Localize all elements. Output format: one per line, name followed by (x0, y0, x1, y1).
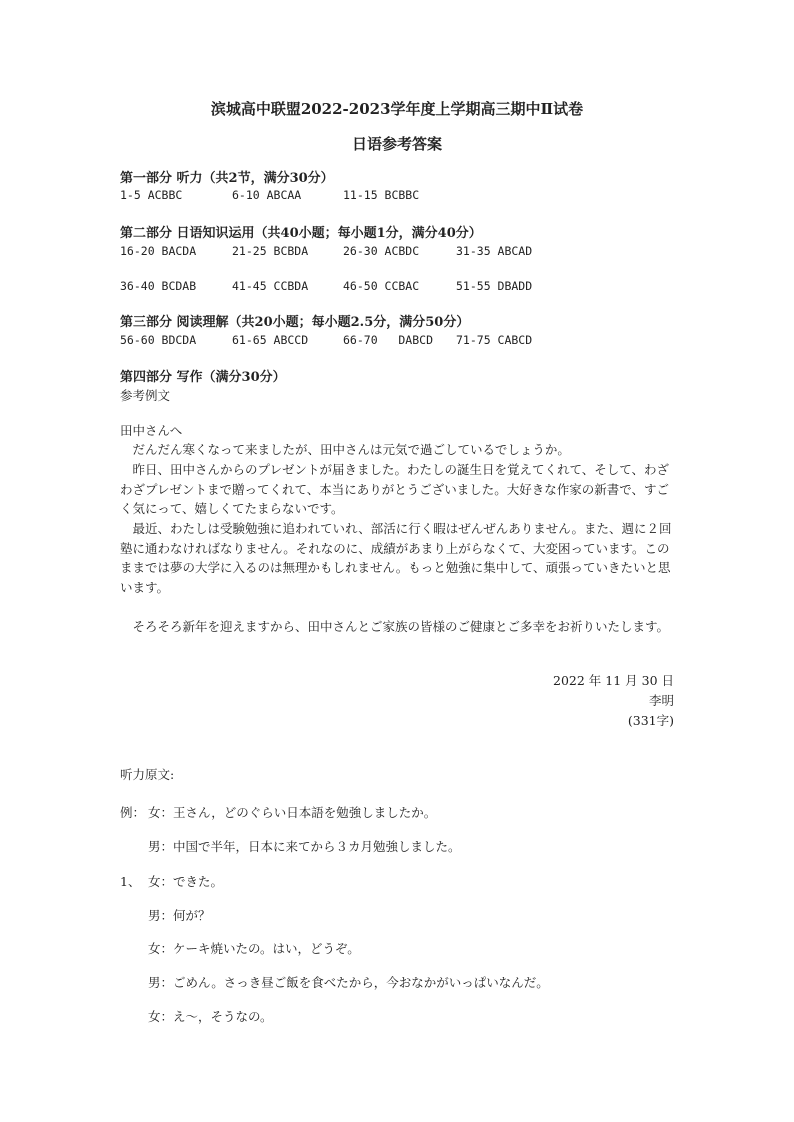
answer-group: 11-15 BCBBC (343, 188, 420, 202)
answer-group: 21-25 BCBDA (232, 244, 309, 258)
essay-paragraph: だんだん寒くなって来ましたが、田中さんは元気で過ごしているでしょうか。 (132, 442, 570, 457)
answer-group: 26-30 ACBDC (343, 244, 420, 258)
answer-group: 56-60 BDCDA (120, 333, 197, 347)
section-heading-listening: 第一部分 听力（共2节，满分30分） (120, 171, 334, 186)
essay-paragraph: 昨日、田中さんからのプレゼントが届きました。わたしの誕生日を覚えてくれて、そして、わざわざプレゼントまで贈ってくれて、本当にありがとうございました。大好きな作家の新書で、すごく気にって、嬉しくてたまらないです。 (120, 462, 670, 516)
page-title: 滨城高中联盟2022-2023学年度上学期高三期中Ⅱ试卷 (210, 100, 584, 118)
section-heading-reading: 第三部分 阅读理解（共20小题；每小题2.5分，满分50分） (120, 315, 470, 330)
essay-author: 李明 (648, 693, 674, 708)
dialogue-line: 男：中国で半年，日本に来てから３カ月勉強しました。 (148, 839, 461, 854)
essay-paragraph: そろそろ新年を迎えますから、田中さんとご家族の皆様のご健康とご多幸をお祈りいたします。 (132, 619, 670, 634)
section-heading-writing: 第四部分 写作（满分30分） (120, 370, 286, 385)
dialogue-line: 男：何が？ (148, 908, 211, 923)
dialogue-line: 女：ケーキ焼いたの。はい，どうぞ。 (148, 941, 360, 956)
dialogue-line: 女：できた。 (148, 874, 224, 889)
answer-group: 36-40 BCDAB (120, 279, 197, 293)
answer-group: 31-35 ABCAD (456, 244, 533, 258)
answer-group: 51-55 DBADD (456, 279, 533, 293)
answer-group: 46-50 CCBAC (343, 279, 420, 293)
answer-group: 61-65 ABCCD (232, 333, 309, 347)
essay-salutation: 田中さんへ (120, 423, 183, 438)
dialogue-line: 男：ごめん。さっき昼ご飯を食べたから，今おなかがいっぱいなんだ。 (148, 975, 549, 990)
dialogue-number: 1、 (120, 874, 141, 889)
answer-group: 71-75 CABCD (456, 333, 533, 347)
answer-group: 41-45 CCBDA (232, 279, 309, 293)
dialogue-line: 女：え～，そうなの。 (148, 1009, 273, 1024)
page-subtitle: 日语参考答案 (351, 135, 442, 153)
answer-group: 66-70 DABCD (343, 333, 434, 347)
essay-label: 参考例文 (120, 388, 171, 403)
essay-date: 2022 年 11 月 30 日 (553, 673, 674, 688)
dialogue-number: 例： (120, 805, 146, 820)
essay-char-count: (331字) (627, 713, 674, 728)
listening-label: 听力原文: (120, 767, 175, 782)
answer-group: 6-10 ABCAA (232, 188, 302, 202)
essay-paragraph: 最近、わたしは受験勉強に追われていれ、部活に行く暇はぜんぜんありません。また、週に２回塾に通わなければなりません。それなのに、成績があまり上がらなくて、大変困っています。このままでは夢の大学に入るのは無理かもしれません。もっと勉強に集中して、頑張っていきたいと思います。 (120, 521, 672, 595)
answer-group: 16-20 BACDA (120, 244, 197, 258)
answer-group: 1-5 ACBBC (120, 188, 183, 202)
section-heading-knowledge: 第二部分 日语知识运用（共40小题；每小题1分，满分40分） (120, 226, 482, 241)
dialogue-line: 女：王さん，どのぐらい日本語を勉強しましたか。 (148, 805, 437, 820)
